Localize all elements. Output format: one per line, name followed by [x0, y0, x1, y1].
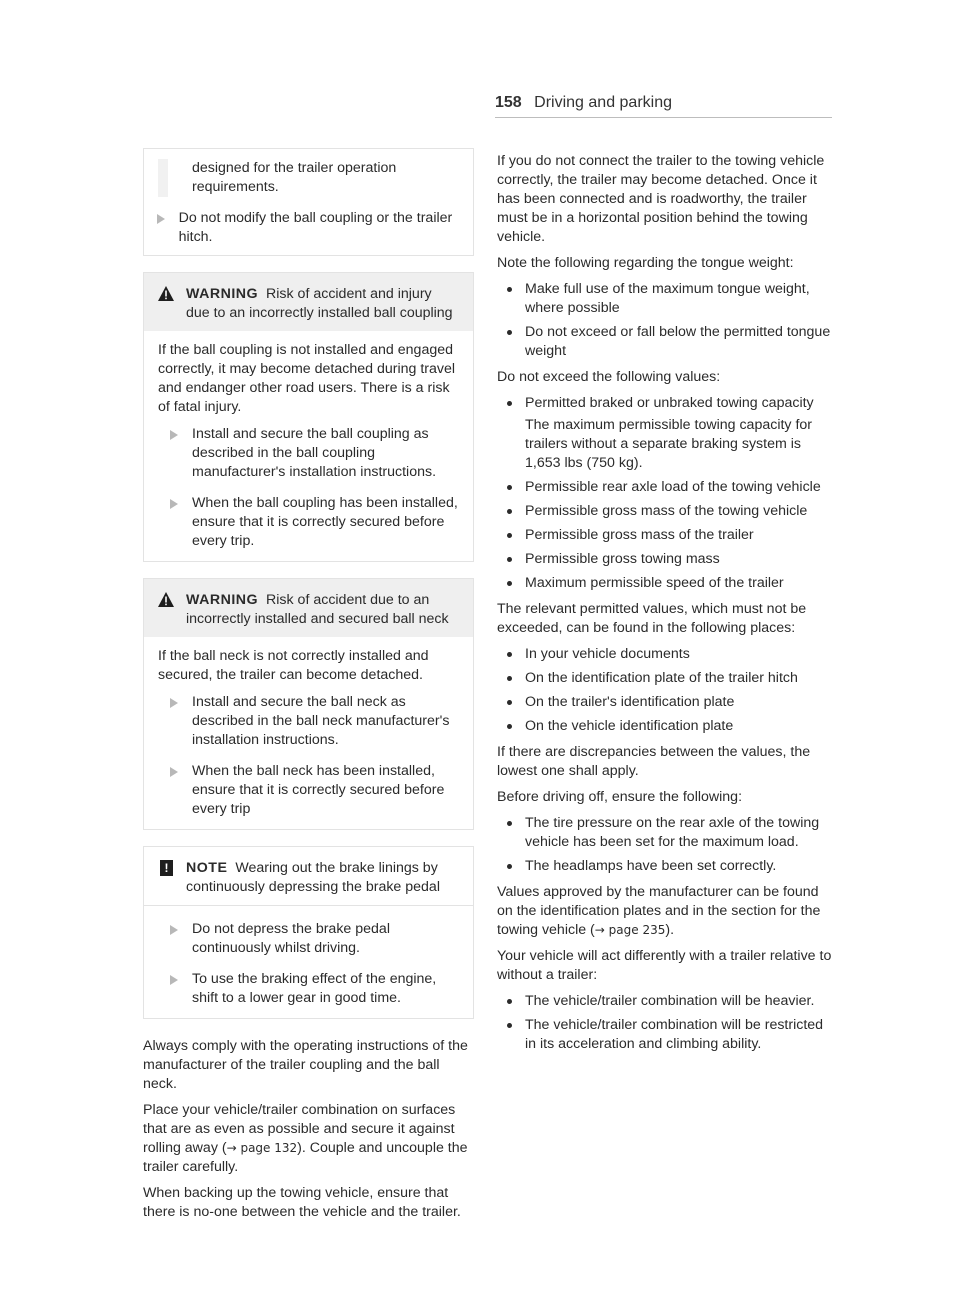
warning-label: WARNING — [186, 592, 259, 608]
bullet-icon — [507, 652, 512, 657]
step-arrow-icon — [170, 925, 178, 935]
bullet-icon — [507, 401, 512, 406]
warning-box-ball-coupling — [143, 272, 474, 562]
list-item: Permissible gross mass of the towing vehicle — [497, 502, 837, 521]
bullet-icon — [507, 821, 512, 826]
bullet-icon — [507, 557, 512, 562]
bullet-icon — [507, 287, 512, 292]
trailer-effects-list — [497, 992, 837, 1054]
list-item: The vehicle/trailer combination will be restricted in its acceleration and climbing ability. — [497, 1016, 837, 1054]
continued-text: designed for the trailer operation requirements. — [192, 160, 397, 195]
list-item: The headlamps have been set correctly. — [497, 857, 837, 876]
paragraph-vehicle-behaviour: Your vehicle will act differently with a trailer relative to without a trailer: — [497, 948, 832, 983]
paragraph-place-vehicle: Place your vehicle/trailer combination on surfaces that are as even as possible and secure it against rolling away (→ page 132). Couple and uncouple the trailer carefully. — [143, 1102, 468, 1175]
list-item: Do not exceed or fall below the permitted tongue weight — [497, 323, 837, 361]
warning-title: Risk of accident and injury due to an incorrectly installed ball coupling — [186, 286, 453, 321]
list-item: On the identification plate of the trailer hitch — [497, 669, 837, 688]
left-column — [143, 148, 474, 1229]
page-number: 158 — [495, 94, 522, 111]
list-item: Permissible gross mass of the trailer — [497, 526, 837, 545]
continued-instruction-box — [143, 148, 474, 256]
paragraph-do-not-exceed: Do not exceed the following values: — [497, 369, 721, 385]
page-reference-link[interactable]: → page 235 — [594, 923, 666, 937]
bullet-icon — [507, 864, 512, 869]
page-reference-link[interactable]: → page 132 — [226, 1141, 298, 1155]
paragraph-tongue-weight-intro: Note the following regarding the tongue weight: — [497, 255, 794, 271]
warning-triangle-icon — [158, 286, 174, 301]
bullet-icon — [507, 533, 512, 538]
warning-title: Risk of accident due to an incorrectly installed and secured ball neck — [186, 592, 449, 627]
step-arrow-icon — [170, 767, 178, 777]
note-label: NOTE — [186, 860, 228, 876]
paragraph-connect-trailer: If you do not connect the trailer to the towing vehicle correctly, the trailer may become detached. Once it has been connected and is roadworthy, the trailer must be in a horizontal position behind the towing vehicle. — [497, 153, 825, 245]
header-divider — [495, 117, 832, 118]
towing-capacity-detail: The maximum permissible towing capacity for trailers without a separate braking system is 1,653 lbs (750 kg). — [525, 417, 812, 471]
warning-text: If the ball neck is not correctly installed and secured, the trailer can become detached. — [158, 648, 429, 683]
paragraph-permitted-values: The relevant permitted values, which must not be exceeded, can be found in the following places: — [497, 601, 807, 636]
instruction-step: Install and secure the ball coupling as described in the ball coupling manufacturer's installation instructions. — [158, 425, 459, 482]
list-item: On the vehicle identification plate — [497, 717, 837, 736]
list-item: Make full use of the maximum tongue weight, where possible — [497, 280, 837, 318]
right-column — [497, 152, 837, 1061]
list-item: The tire pressure on the rear axle of the towing vehicle has been set for the maximum load. — [497, 814, 837, 852]
note-exclamation-icon: ! — [160, 860, 173, 876]
instruction-step: When the ball coupling has been installed, ensure that it is correctly secured before every trip. — [158, 494, 459, 551]
note-title: Wearing out the brake linings by continuously depressing the brake pedal — [186, 860, 440, 895]
list-item: Permissible gross towing mass — [497, 550, 837, 569]
list-item: On the trailer's identification plate — [497, 693, 837, 712]
warning-box-ball-neck — [143, 578, 474, 830]
bullet-icon — [507, 1023, 512, 1028]
list-item: In your vehicle documents — [497, 645, 837, 664]
step-arrow-icon — [170, 499, 178, 509]
step-arrow-icon — [170, 698, 178, 708]
bullet-icon — [507, 700, 512, 705]
paragraph-backing-up: When backing up the towing vehicle, ensure that there is no-one between the vehicle and the trailer. — [143, 1185, 461, 1220]
step-arrow-icon — [157, 214, 165, 224]
bullet-icon — [507, 581, 512, 586]
note-box-brake-linings — [143, 846, 474, 1019]
page-header — [495, 94, 672, 112]
paragraph-before-driving: Before driving off, ensure the following: — [497, 789, 743, 805]
bullet-icon — [507, 724, 512, 729]
instruction-step: Do not modify the ball coupling or the trailer hitch. — [144, 209, 459, 247]
list-item: Maximum permissible speed of the trailer — [497, 574, 837, 593]
bullet-icon — [507, 676, 512, 681]
section-title: Driving and parking — [534, 94, 673, 111]
value-locations-list — [497, 645, 837, 736]
warning-triangle-icon — [158, 592, 174, 607]
instruction-step: When the ball neck has been installed, ensure that it is correctly secured before every trip — [158, 762, 459, 819]
instruction-step: Do not depress the brake pedal continuously whilst driving. — [158, 920, 459, 958]
instruction-step: To use the braking effect of the engine, shift to a lower gear in good time. — [158, 970, 459, 1008]
bullet-icon — [507, 330, 512, 335]
tongue-weight-list — [497, 280, 837, 361]
warning-text: If the ball coupling is not installed and engaged correctly, it may become detached during travel and endanger other road users. There is a risk of fatal injury. — [158, 342, 456, 415]
instruction-step: Install and secure the ball neck as described in the ball neck manufacturer's installation instructions. — [158, 693, 459, 750]
step-arrow-icon — [170, 975, 178, 985]
list-item: The vehicle/trailer combination will be heavier. — [497, 992, 837, 1011]
step-arrow-icon — [170, 430, 178, 440]
list-item: Permissible rear axle load of the towing vehicle — [497, 478, 837, 497]
list-item: Permitted braked or unbraked towing capacity The maximum permissible towing capacity for trailers without a separate braking system is 1,653 lbs (750 kg). — [497, 394, 837, 473]
bullet-icon — [507, 485, 512, 490]
bullet-icon — [507, 509, 512, 514]
bullet-icon — [507, 999, 512, 1004]
warning-label: WARNING — [186, 286, 259, 302]
paragraph-operating-instructions: Always comply with the operating instructions of the manufacturer of the trailer coupling and the ball neck. — [143, 1038, 468, 1092]
pre-drive-checklist — [497, 814, 837, 876]
limit-values-list — [497, 394, 837, 593]
paragraph-approved-values: Values approved by the manufacturer can be found on the identification plates and in the section for the towing vehicle (→ page 235). — [497, 884, 821, 938]
paragraph-discrepancies: If there are discrepancies between the values, the lowest one shall apply. — [497, 744, 811, 779]
